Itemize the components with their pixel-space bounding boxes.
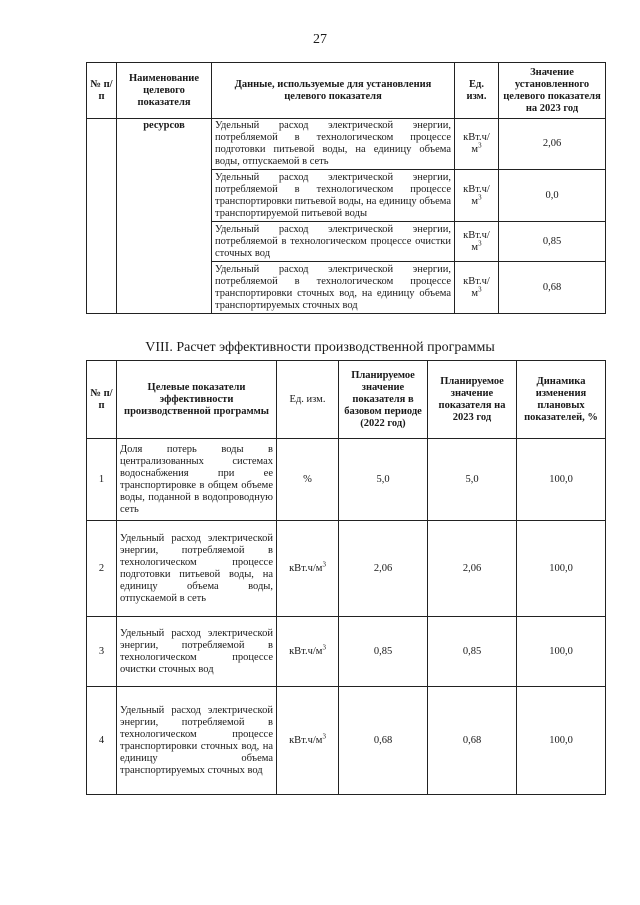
header-num: № п/п <box>87 63 117 119</box>
header-indicator: Целевые показатели эффективности производственной программы <box>117 361 277 439</box>
header-dynamics: Динамика изменения плановых показателей, % <box>517 361 606 439</box>
indicator-cell: Удельный расход электрической энергии, потребляемой в технологическом процессе транспортировки сточных вод, на единицу объема транспортируемых сточных вод <box>117 687 277 795</box>
dynamics-cell: 100,0 <box>517 521 606 617</box>
dynamics-cell: 100,0 <box>517 439 606 521</box>
num-cell: 1 <box>87 439 117 521</box>
table-row <box>87 439 606 521</box>
indicator-cell: Удельный расход электрической энергии, потребляемой в технологическом процессе очистки сточных вод <box>117 617 277 687</box>
unit-cell: кВт.ч/ $м^3$ <box>455 262 499 314</box>
header-value: Значение установленного целевого показателя на 2023 год <box>499 63 606 119</box>
unit-cell: % <box>277 439 339 521</box>
header-data: Данные, используемые для установления целевого показателя <box>212 63 455 119</box>
target-indicators-table <box>86 62 606 314</box>
header-num: № п/п <box>87 361 117 439</box>
section-title: VIII. Расчет эффективности производственной программы <box>145 340 495 355</box>
data-cell: Удельный расход электрической энергии, потребляемой в технологическом процессе транспортировки питьевой воды, на единицу объема транспортируемой питьевой воды <box>212 170 455 222</box>
value-cell: 0,85 <box>499 222 606 262</box>
unit-cell: $кВт.ч/м^3$ <box>277 617 339 687</box>
indicator-cell: Доля потерь воды в централизованных системах водоснабжения при ее транспортировке в общем объеме воды, поданной в водопроводную сеть <box>117 439 277 521</box>
num-cell: 2 <box>87 521 117 617</box>
unit-cell: $кВт.ч/м^3$ <box>277 687 339 795</box>
dynamics-cell: 100,0 <box>517 687 606 795</box>
header-name: Наименование целевого показателя <box>117 63 212 119</box>
table-row <box>87 521 606 617</box>
table-row <box>87 617 606 687</box>
data-cell: Удельный расход электрической энергии, потребляемой в технологическом процессе очистки сточных вод <box>212 222 455 262</box>
table-row <box>87 687 606 795</box>
data-cell: Удельный расход электрической энергии, потребляемой в технологическом процессе транспортировки сточных вод, на единицу объема транспортируемых сточных вод <box>212 262 455 314</box>
indicator-cell: Удельный расход электрической энергии, потребляемой в технологическом процессе подготовки питьевой воды, на единицу объема воды, отпускаемой в сеть <box>117 521 277 617</box>
plan-value-cell: 0,85 <box>428 617 517 687</box>
header-plan: Планируемое значение показателя на 2023 год <box>428 361 517 439</box>
base-value-cell: 0,85 <box>339 617 428 687</box>
unit-cell: $кВт.ч/м^3$ <box>277 521 339 617</box>
plan-value-cell: 2,06 <box>428 521 517 617</box>
unit-cell: кВт.ч/ $м^3$ <box>455 119 499 170</box>
value-cell: 2,06 <box>499 119 606 170</box>
plan-value-cell: 0,68 <box>428 687 517 795</box>
plan-value-cell: 5,0 <box>428 439 517 521</box>
header-base: Планируемое значение показателя в базовом периоде (2022 год) <box>339 361 428 439</box>
header-unit: Ед. изм. <box>277 361 339 439</box>
value-cell: 0,0 <box>499 170 606 222</box>
page-number: 27 <box>313 32 327 47</box>
unit-cell: кВт.ч/ $м^3$ <box>455 222 499 262</box>
table-header-row <box>87 63 606 119</box>
table-row <box>87 119 606 170</box>
value-cell: 0,68 <box>499 262 606 314</box>
data-cell: Удельный расход электрической энергии, потребляемой в технологическом процессе подготовки питьевой воды, на единицу объема воды, отпускаемой в сеть <box>212 119 455 170</box>
num-cell <box>87 119 117 314</box>
base-value-cell: 0,68 <box>339 687 428 795</box>
base-value-cell: 2,06 <box>339 521 428 617</box>
table-header-row <box>87 361 606 439</box>
dynamics-cell: 100,0 <box>517 617 606 687</box>
num-cell: 4 <box>87 687 117 795</box>
num-cell: 3 <box>87 617 117 687</box>
efficiency-table <box>86 360 606 795</box>
unit-cell: кВт.ч/ $м^3$ <box>455 170 499 222</box>
base-value-cell: 5,0 <box>339 439 428 521</box>
header-unit: Ед. изм. <box>455 63 499 119</box>
group-label: ресурсов <box>117 119 212 314</box>
